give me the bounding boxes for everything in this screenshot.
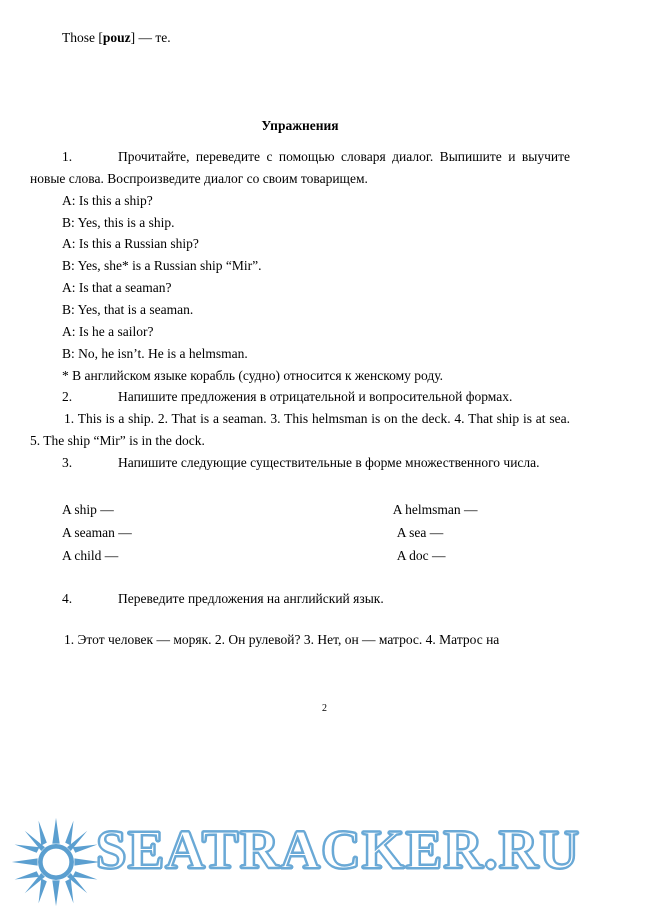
exercise-1-number: 1. xyxy=(62,149,73,164)
exercise-2-number: 2. xyxy=(62,389,73,405)
exercise-1-text: Прочитайте, переведите с помощью словаря диалог. Выпишите и выучите новые слова. Воспроизведите диалог со своим товарищем. xyxy=(30,149,570,186)
word-left: A child — xyxy=(62,548,119,564)
word-left: A seaman — xyxy=(62,525,132,541)
exercise-4-text: Переведите предложения на английский язык. xyxy=(118,590,384,606)
dialog-line: B: Yes, that is a seaman. xyxy=(62,302,194,318)
word-right: A sea — xyxy=(396,525,444,541)
exercise-4 xyxy=(30,588,570,610)
footnote: * В английском языке корабль (судно) относится к женскому роду. xyxy=(62,367,444,383)
top-line-suffix: ] — те. xyxy=(130,30,171,45)
dialog-line: A: Is that a seaman? xyxy=(62,280,172,296)
exercise-2-items: 1. This is a ship. 2. That is a seaman. 3. This helmsman is on the deck. 4. That ship is at sea. 5. The ship “Mir” is in the dock. xyxy=(30,411,570,449)
dialog-line: A: Is he a sailor? xyxy=(62,323,154,339)
page-number: 2 xyxy=(322,703,327,714)
table-row xyxy=(62,544,492,567)
watermark-text: SEATRACKER.RU xyxy=(96,819,581,880)
exercise-3-number: 3. xyxy=(62,455,73,471)
section-heading: Упражнения xyxy=(261,118,339,133)
dialog-line: B: No, he isn’t. He is a helmsman. xyxy=(62,345,248,361)
exercise-1 xyxy=(30,146,570,190)
top-line-transcription: pouz xyxy=(102,30,131,45)
exercise-4-number: 4. xyxy=(62,590,73,606)
top-transcription-line xyxy=(62,30,570,46)
exercise-4-items: 1. Этот человек — моряк. 2. Он рулевой? 3. Нет, он — матрос. 4. Матрос на xyxy=(64,632,500,648)
spacer xyxy=(30,609,570,629)
dialog-line: B: Yes, this is a ship. xyxy=(62,214,175,230)
dialog-line: A: Is this a Russian ship? xyxy=(62,236,199,252)
word-list-table xyxy=(62,498,492,568)
table-row xyxy=(62,521,492,544)
dialog-line: A: Is this a ship? xyxy=(62,192,153,208)
spacer xyxy=(30,568,570,588)
exercise-3 xyxy=(30,452,570,474)
exercise-2-text: Напишите предложения в отрицательной и вопросительной формах. xyxy=(118,389,513,405)
document-body xyxy=(30,30,570,651)
dialog-line: B: Yes, she* is a Russian ship “Mir”. xyxy=(62,258,262,274)
table-row xyxy=(62,498,492,521)
exercise-2 xyxy=(30,386,570,408)
watermark xyxy=(0,808,649,917)
exercise-3-text: Напишите следующие существительные в форме множественного числа. xyxy=(118,455,540,471)
word-right: A helmsman — xyxy=(392,501,478,517)
spacer xyxy=(30,46,570,118)
word-left: A ship — xyxy=(62,501,114,517)
sun-icon xyxy=(10,816,102,908)
word-right: A doc — xyxy=(396,548,446,564)
top-line-prefix: Those [ xyxy=(62,30,103,45)
